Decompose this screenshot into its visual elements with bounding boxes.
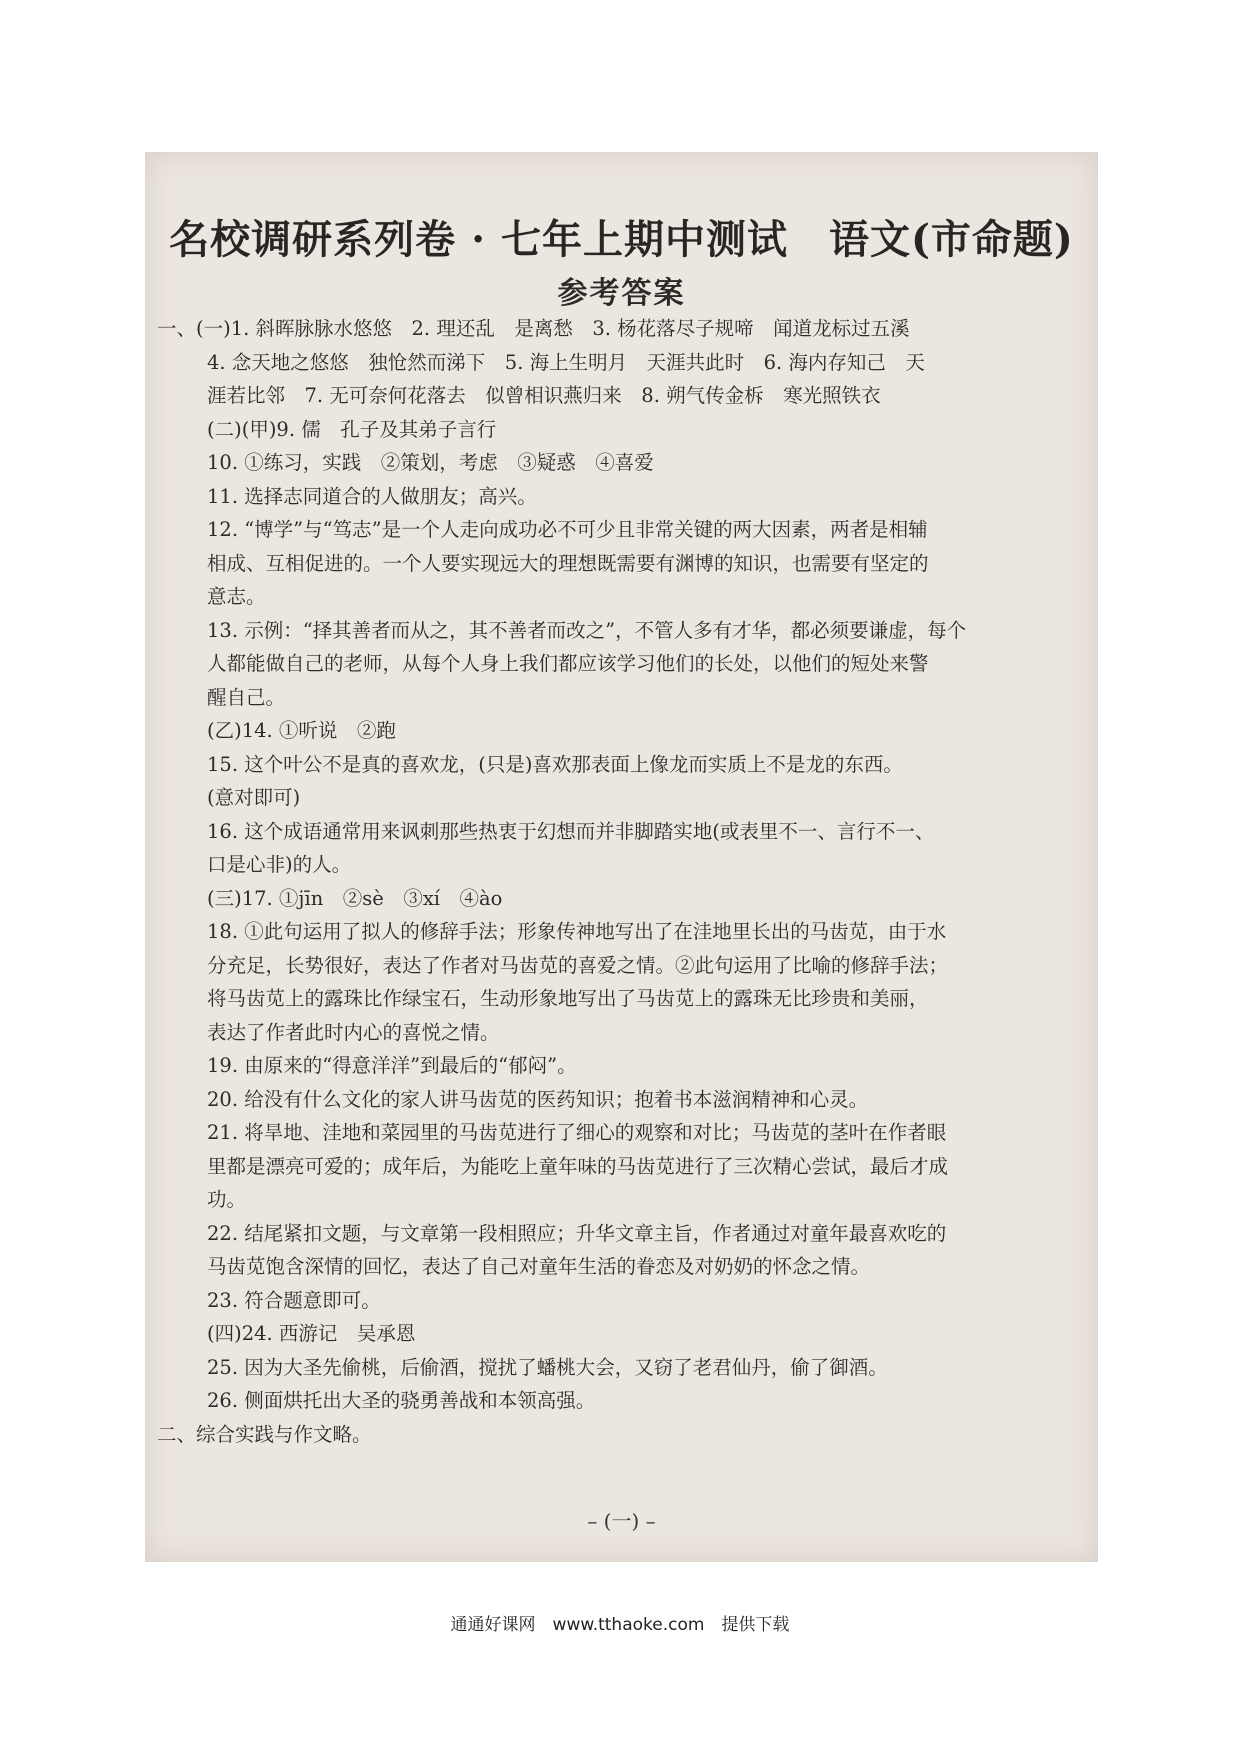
answer-line: 功。 (207, 1188, 247, 1211)
answer-line: (四)24. 西游记 吴承恩 (207, 1322, 416, 1345)
answer-line: 22. 结尾紧扣文题，与文章第一段相照应；升华文章主旨，作者通过对童年最喜欢吃的 (207, 1221, 947, 1245)
page-number: – (一) – (587, 1509, 656, 1533)
answer-line: 18. ①此句运用了拟人的修辞手法；形象传神地写出了在洼地里长出的马齿苋，由于水 (207, 920, 947, 943)
answer-line: 里都是漂亮可爱的；成年后，为能吃上童年味的马齿苋进行了三次精心尝试，最后才成 (207, 1154, 949, 1178)
scanned-answer-page (145, 152, 1098, 1562)
download-source-footer: 通通好课网 www.tthaoke.com 提供下载 (450, 1615, 790, 1635)
answer-line: 分充足，长势很好，表达了作者对马齿苋的喜爱之情。②此句运用了比喻的修辞手法； (207, 953, 949, 977)
answer-line: 马齿苋饱含深情的回忆，表达了自己对童年生活的眷恋及对奶奶的怀念之情。 (207, 1255, 871, 1278)
answer-line: 20. 给没有什么文化的家人讲马齿苋的医药知识；抱着书本滋润精神和心灵。 (207, 1087, 869, 1111)
answer-line: 12. “博学”与“笃志”是一个人走向成功必不可少且非常关键的两大因素，两者是相辅 (207, 518, 928, 541)
page-subtitle: 参考答案 (557, 276, 686, 311)
answer-body (157, 312, 1084, 1451)
answer-line: (乙)14. ①听说 ②跑 (207, 719, 396, 742)
answer-line: 16. 这个成语通常用来讽刺那些热衷于幻想而并非脚踏实地(或表里不一、言行不一、 (207, 819, 935, 843)
answer-line: (三)17. ①jīn ②sè ③xí ④ào (207, 886, 503, 910)
answer-line: 10. ①练习，实践 ②策划，考虑 ③疑惑 ④喜爱 (207, 451, 654, 474)
answer-line: 4. 念天地之悠悠 独怆然而涕下 5. 海上生明月 天涯共此时 6. 海内存知己 天 (207, 350, 925, 374)
answer-line: 23. 符合题意即可。 (207, 1288, 381, 1312)
answer-line: 相成、互相促进的。一个人要实现远大的理想既需要有渊博的知识，也需要有坚定的 (207, 551, 929, 575)
answer-line: (意对即可) (207, 786, 301, 809)
page-title: 名校调研系列卷 · 七年上期中测试 语文(市命题) (169, 216, 1074, 263)
answer-line: (二)(甲)9. 儒 孔子及其弟子言行 (207, 417, 497, 441)
answer-line: 26. 侧面烘托出大圣的骁勇善战和本领高强。 (207, 1389, 596, 1412)
answer-line: 13. 示例：“择其善者而从之，其不善者而改之”，不管人多有才华，都必须要谦虚，每个 (207, 618, 967, 642)
answer-line: 醒自己。 (207, 685, 286, 709)
answer-line: 15. 这个叶公不是真的喜欢龙，(只是)喜欢那表面上像龙而实质上不是龙的东西。 (207, 752, 903, 776)
section-heading-line: 二、综合实践与作文略。 (157, 1422, 372, 1446)
answer-line: 11. 选择志同道合的人做朋友；高兴。 (207, 484, 537, 508)
answer-line: 人都能做自己的老师，从每个人身上我们都应该学习他们的长处，以他们的短处来警 (207, 652, 929, 675)
answer-line: 涯若比邻 7. 无可奈何花落去 似曾相识燕归来 8. 朔气传金柝 寒光照铁衣 (207, 384, 881, 407)
answer-line: 19. 由原来的“得意洋洋”到最后的“郁闷”。 (207, 1054, 577, 1077)
section-heading-line: 一、(一)1. 斜晖脉脉水悠悠 2. 理还乱 是离愁 3. 杨花落尽子规啼 闻道龙标过五溪 (157, 317, 910, 340)
answer-line: 将马齿苋上的露珠比作绿宝石，生动形象地写出了马齿苋上的露珠无比珍贵和美丽， (207, 987, 929, 1010)
answer-line: 口是心非)的人。 (207, 853, 352, 876)
answer-line: 25. 因为大圣先偷桃，后偷酒，搅扰了蟠桃大会，又窃了老君仙丹，偷了御酒。 (207, 1355, 888, 1379)
answer-line: 21. 将旱地、洼地和菜园里的马齿苋进行了细心的观察和对比；马齿苋的茎叶在作者眼 (207, 1121, 947, 1144)
answer-line: 表达了作者此时内心的喜悦之情。 (207, 1020, 500, 1044)
answer-line: 意志。 (207, 585, 266, 608)
